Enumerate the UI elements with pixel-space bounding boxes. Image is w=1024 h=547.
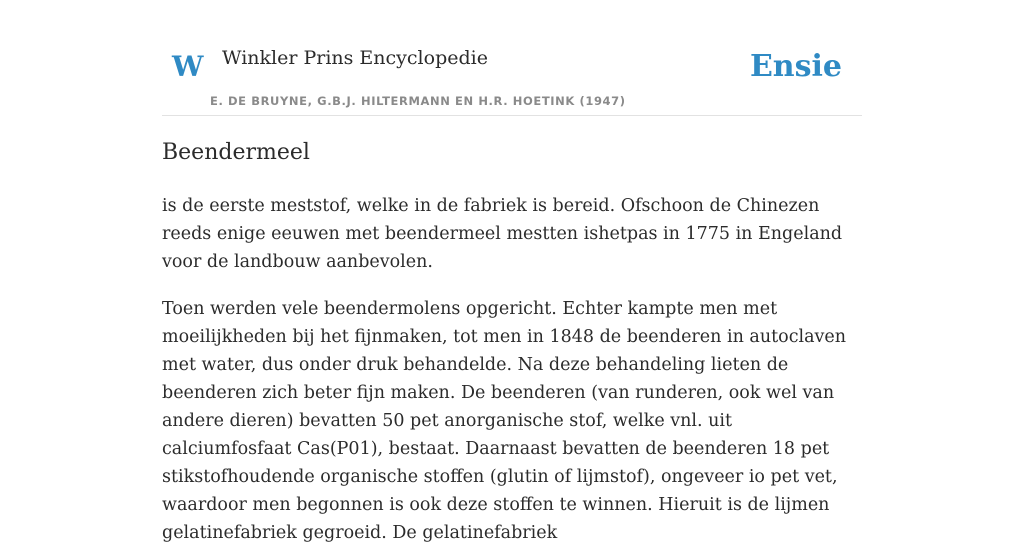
- book-title[interactable]: Winkler Prins Encyclopedie: [222, 47, 488, 69]
- article-paragraph: Toen werden vele beendermolens opgericht. Echter kampte men met moeilijkheden bij het fijnmaken, tot men in 1848 de beenderen in autoclaven met water, dus onder druk behandelde. Na deze behandeling lieten de beenderen zich beter fijn maken. De beenderen (van runderen, ook wel van andere dieren) bevatten 50 pet anorganische stof, welke vnl. uit calciumfosfaat Cas(P01), bestaat. Daarnaast bevatten de beenderen 18 pet stikstofhoudende organische stoffen (glutin of lijmstof), ongeveer io pet vet, waardoor men begonnen is ook deze stoffen te winnen. Hieruit is de lijmen gelatinefabriek gegroeid. De gelatinefabriek: [162, 299, 847, 543]
- ensie-logo[interactable]: Ensie: [749, 49, 842, 84]
- article-paragraph: is de eerste meststof, welke in de fabriek is bereid. Ofschoon de Chinezen reeds enige eeuwen met beendermeel mestten ishetpas in 1775 in Engeland voor de landbouw aanbevolen.: [162, 196, 843, 272]
- article-title: Beendermeel: [162, 140, 310, 165]
- page-container: [162, 0, 862, 543]
- winkler-prins-logo[interactable]: W: [172, 50, 204, 83]
- book-authors: E. DE BRUYNE, G.B.J. HILTERMANN EN H.R. HOETINK (1947): [210, 94, 626, 108]
- source-header: [162, 0, 862, 116]
